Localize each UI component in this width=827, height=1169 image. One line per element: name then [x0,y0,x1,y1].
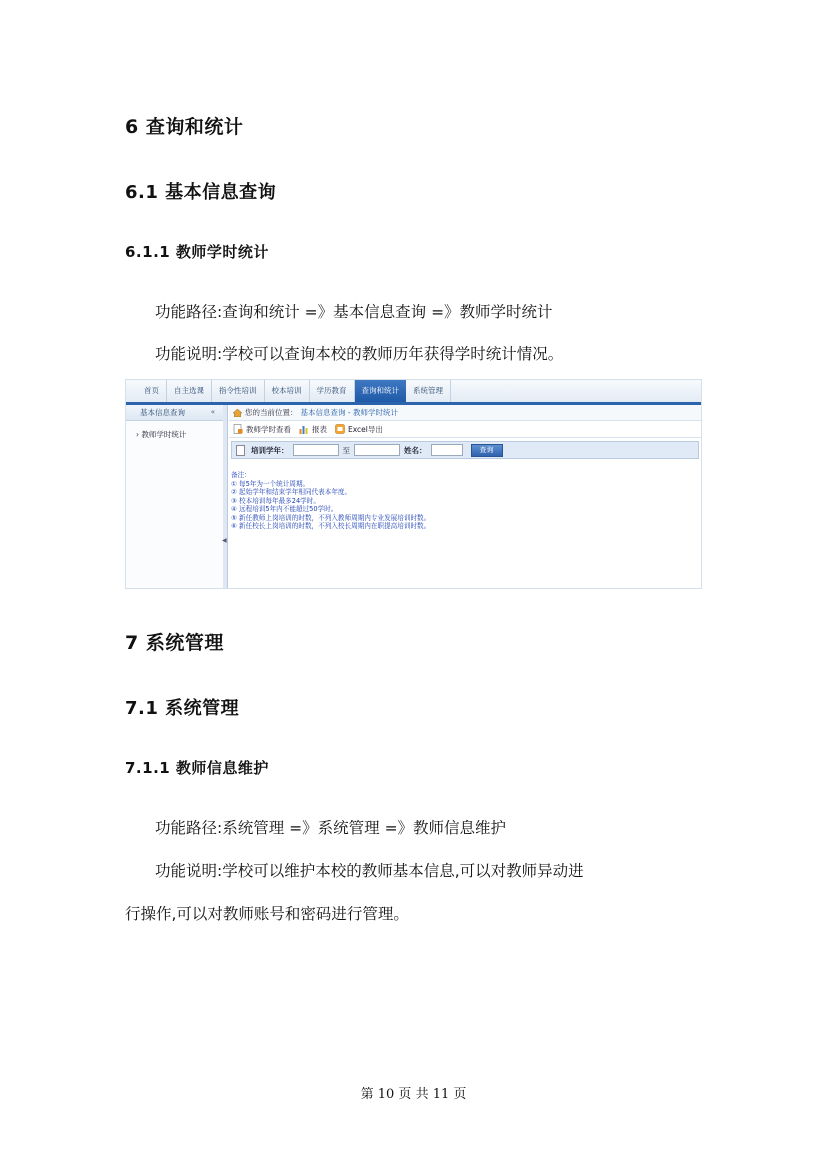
excel-export-button[interactable] [335,424,383,435]
query-button[interactable]: 查询 [471,444,503,457]
report-label: 报表 [312,424,327,434]
function-desc-7-1-1-line1: 功能说明:学校可以维护本校的教师基本信息,可以对教师异动进 [155,862,584,880]
document-view-icon [233,424,243,434]
name-label: 姓名： [404,445,427,455]
nav-tab-query-stats[interactable]: 查询和统计 [355,380,407,402]
excel-export-label: Excel导出 [348,424,383,434]
heading-section-6: 6 查询和统计 [125,116,244,138]
breadcrumb [229,405,701,421]
view-hours-button[interactable] [233,424,291,435]
heading-section-7-1-1: 7.1.1 教师信息维护 [125,759,269,777]
sidebar-header[interactable] [126,405,223,421]
training-year-label: 培训学年： [251,445,289,455]
collapse-chevron-icon[interactable]: « [210,408,215,416]
heading-section-6-1: 6.1 基本信息查询 [125,182,277,203]
view-hours-label: 教师学时查看 [246,424,291,434]
search-bar [231,441,699,459]
breadcrumb-path: 基本信息查询 - 教师学时统计 [300,408,398,417]
function-path-6-1-1: 功能路径:查询和统计 =》基本信息查询 =》教师学时统计 [155,303,553,321]
nav-tab-school-training[interactable]: 校本培训 [265,380,310,402]
heading-section-6-1-1: 6.1.1 教师学时统计 [125,243,269,261]
function-path-7-1-1: 功能路径:系统管理 =》系统管理 =》教师信息维护 [155,819,507,837]
function-desc-7-1-1-line2: 行操作,可以对教师账号和密码进行管理。 [125,905,409,923]
note-line: ⑥ 新任校长上岗培训的时数，不列入校长周期内在职提高培训时数。 [231,522,431,530]
start-year-input[interactable] [293,444,339,456]
function-desc-6-1-1: 功能说明:学校可以查询本校的教师历年获得学时统计情况。 [155,345,564,363]
main-panel [229,405,701,589]
breadcrumb-label: 您的当前位置： [245,408,298,417]
page-footer: 第 10 页 共 11 页 [360,1087,467,1102]
name-input[interactable] [431,444,463,456]
end-year-input[interactable] [354,444,400,456]
heading-section-7: 7 系统管理 [125,632,224,654]
sidebar-splitter[interactable] [223,405,228,589]
note-line: ④ 远程培训5年内不能超过50学时。 [231,505,338,513]
embedded-app-screenshot [125,379,702,589]
toolbar [229,421,701,438]
note-line: ⑤ 新任教师上岗培训的时数，不列入教师周期内专业发展培训时数。 [231,513,431,522]
note-line: ② 起始学年和结束学年相同代表本年度。 [231,488,352,496]
home-icon [233,409,242,417]
excel-export-icon [335,424,345,434]
sidebar-title: 基本信息查询 [140,408,185,417]
nav-tab-system-admin[interactable]: 系统管理 [406,380,451,402]
report-button[interactable] [299,424,327,435]
nav-tab-elective[interactable]: 自主选课 [167,380,212,402]
to-label: 至 [342,445,350,455]
nav-tab-degree-education[interactable]: 学历教育 [310,380,355,402]
note-line: ① 每5年为一个统计周期。 [231,479,310,488]
splitter-arrow-icon[interactable]: ◀ [222,537,227,544]
document-icon [236,445,245,456]
note-line: ③ 校本培训每年最多24学时。 [231,496,320,505]
top-nav [126,380,701,403]
sidebar-item-teacher-hours[interactable]: › 教师学时统计 [136,430,187,439]
bar-chart-icon [299,424,309,434]
heading-section-7-1: 7.1 系统管理 [125,698,240,719]
nav-tab-directive-training[interactable]: 指令性培训 [212,380,265,402]
note-line: 备注： [231,471,251,479]
nav-tab-home[interactable]: 首页 [126,380,167,402]
sidebar [126,405,224,589]
notes [229,471,701,531]
